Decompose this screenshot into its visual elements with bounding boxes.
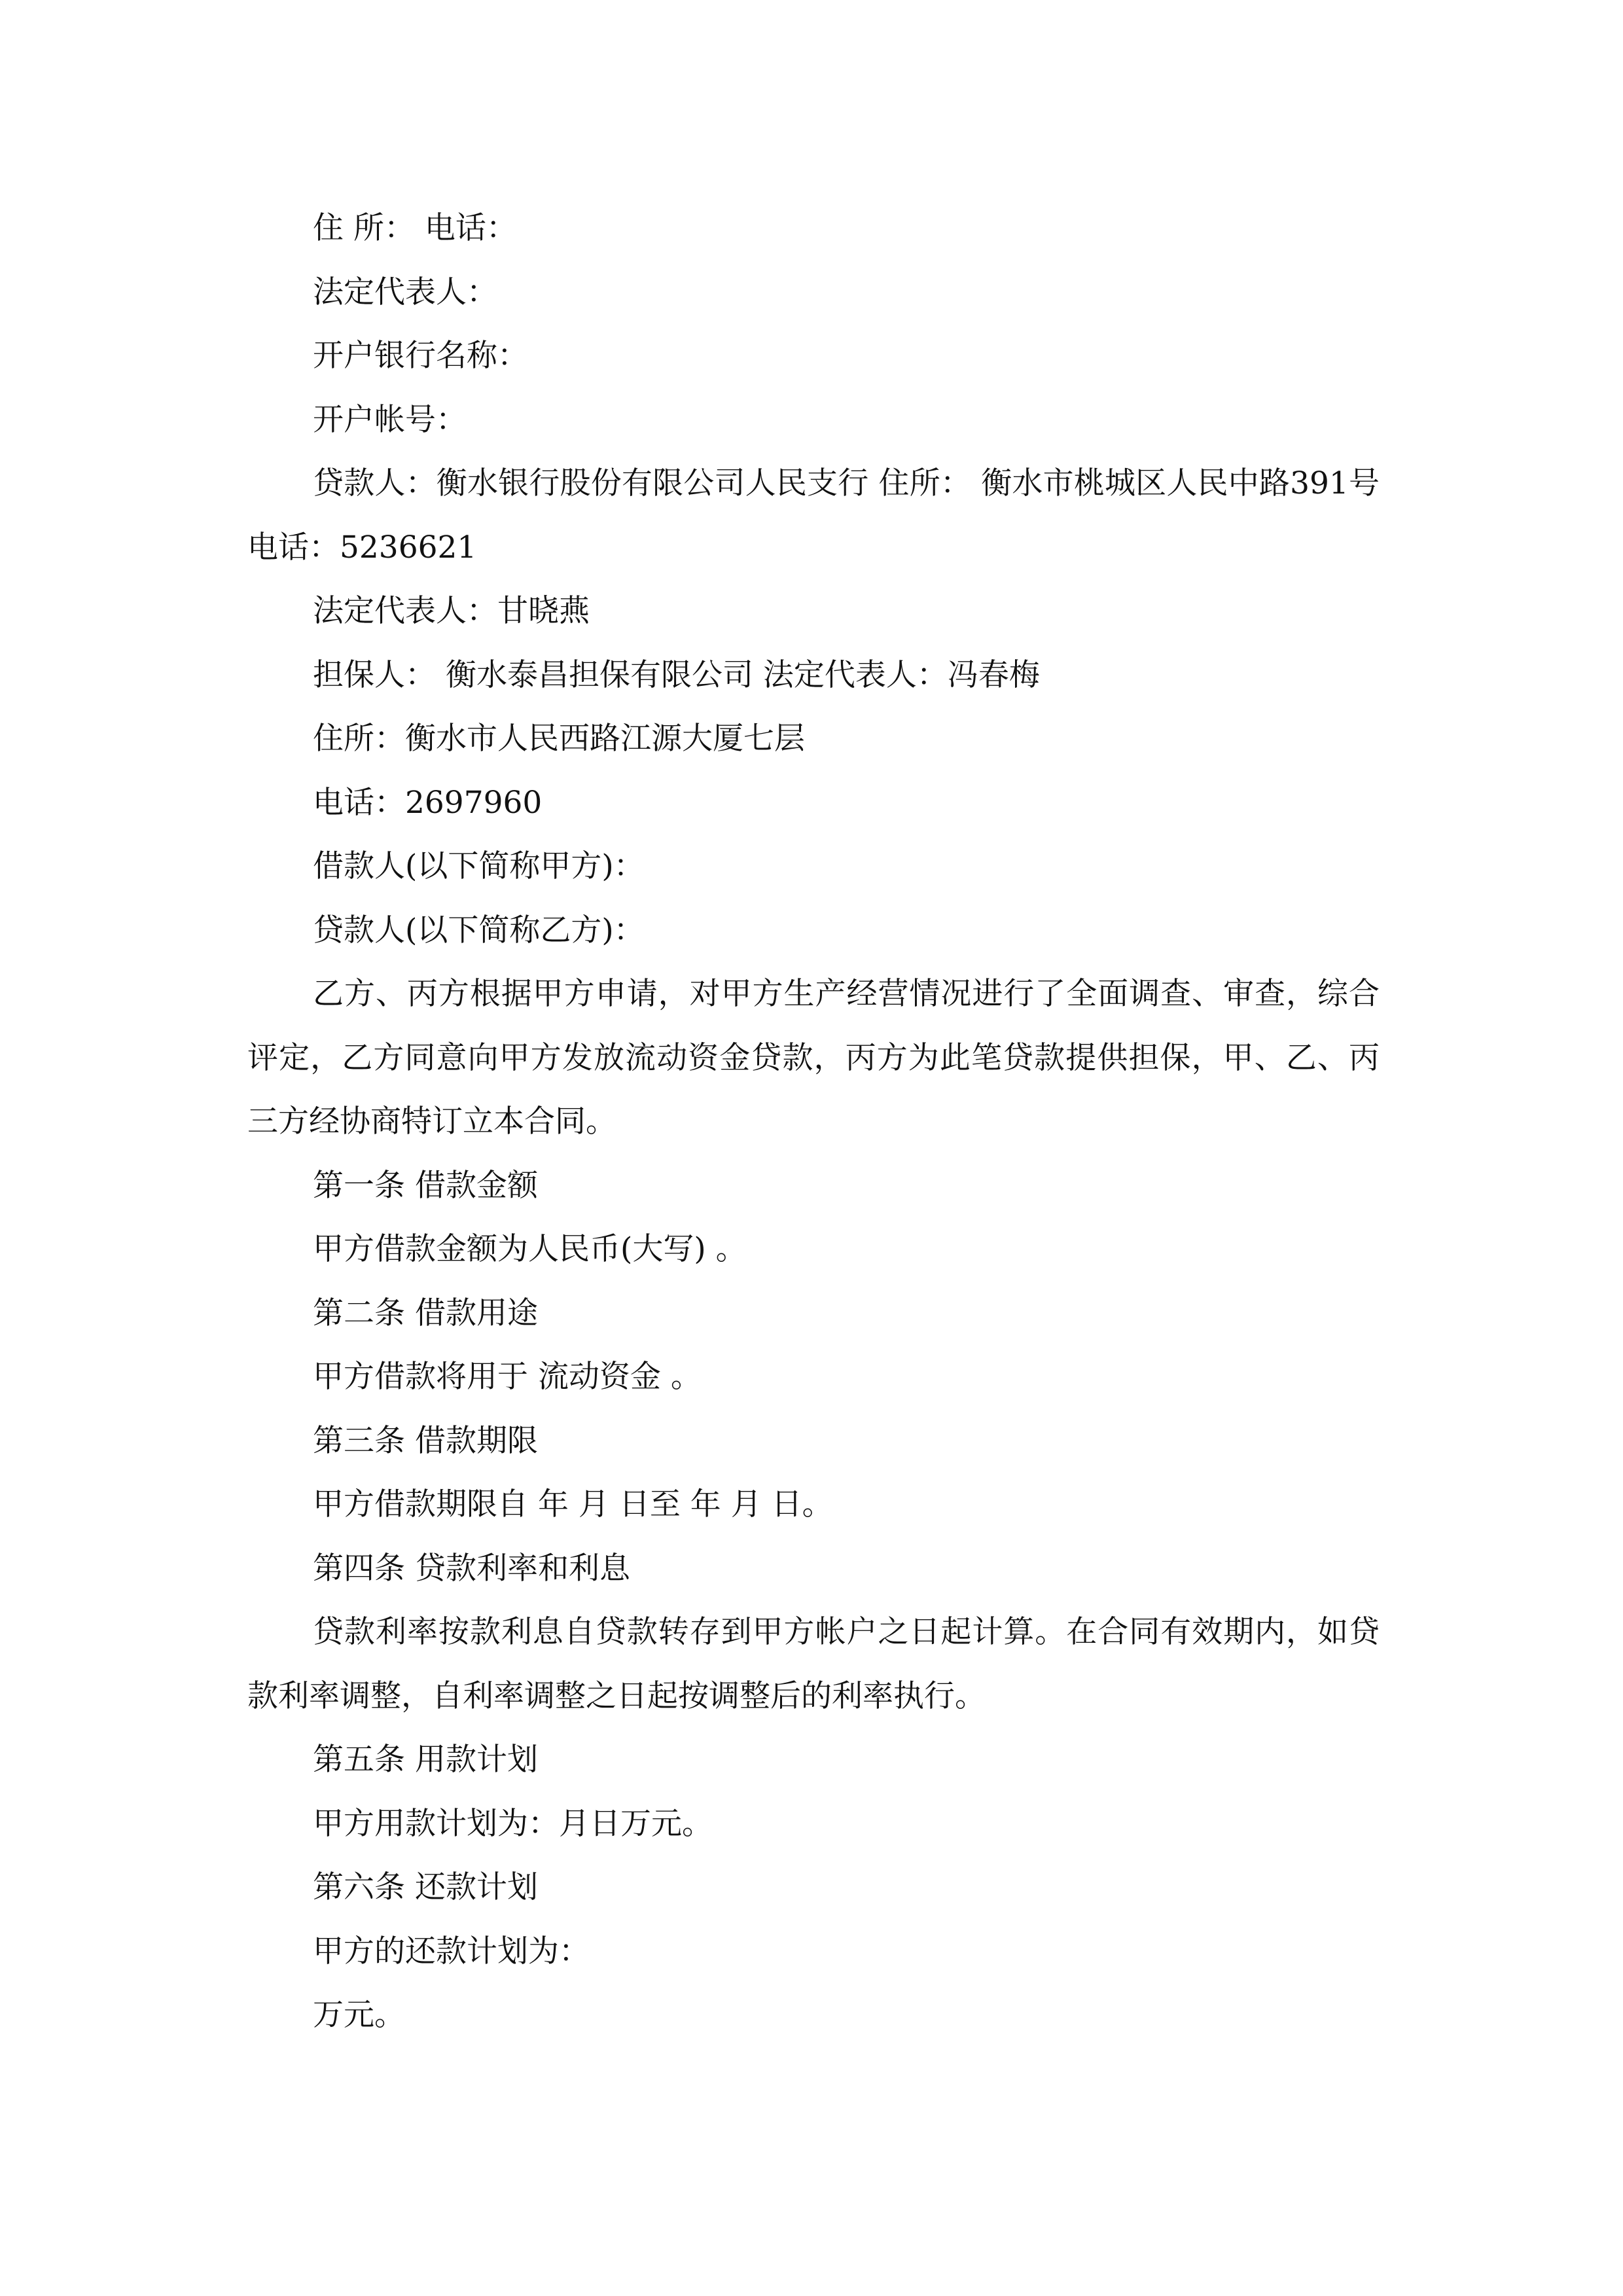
- preamble-paragraph: 乙方、丙方根据甲方申请，对甲方生产经营情况进行了全面调查、审查，综合评定，乙方同意向甲方发放流动资金贷款，丙方为此笔贷款提供担保，甲、乙、丙三方经协商特订立本合同。: [247, 976, 1380, 1139]
- guarantor-line: 担保人： 衡水泰昌担保有限公司 法定代表人：冯春梅: [313, 656, 1040, 693]
- article-6-heading: 第六条 还款计划: [313, 1869, 538, 1905]
- article-3-heading: 第三条 借款期限: [313, 1422, 538, 1459]
- address-phone-line: 住 所： 电话：: [313, 210, 517, 246]
- guarantor-address-line: 住所：衡水市人民西路江源大厦七层: [313, 721, 805, 757]
- article-6-amount: 万元。: [313, 1997, 405, 2033]
- article-4-body: 贷款利率按款利息自贷款转存到甲方帐户之日起计算。在合同有效期内，如贷款利率调整，自利率调整之日起按调整后的利率执行。: [247, 1614, 1380, 1714]
- article-3-body: 甲方借款期限自 年 月 日至 年 月 日。: [313, 1486, 833, 1522]
- article-1-heading: 第一条 借款金额: [313, 1167, 538, 1204]
- legal-rep-line: 法定代表人：: [313, 274, 497, 310]
- article-5-body: 甲方用款计划为：月日万元。: [313, 1805, 713, 1842]
- document-body: [247, 196, 1380, 2047]
- guarantor-phone-line: 电话：2697960: [313, 784, 543, 821]
- article-6-body: 甲方的还款计划为：: [313, 1933, 590, 1969]
- article-2-heading: 第二条 借款用途: [313, 1295, 538, 1331]
- article-4-heading: 第四条 贷款利率和利息: [313, 1550, 630, 1587]
- lender-info-paragraph: 贷款人：衡水银行股份有限公司人民支行 住所： 衡水市桃城区人民中路391号 电话：5236621: [247, 465, 1380, 565]
- account-number-line: 开户帐号：: [313, 401, 467, 438]
- article-2-body: 甲方借款将用于 流动资金 。: [313, 1359, 702, 1395]
- bank-name-line: 开户银行名称：: [313, 338, 528, 374]
- borrower-party-line: 借款人(以下简称甲方)：: [313, 848, 645, 884]
- lender-legal-rep-line: 法定代表人：甘晓燕: [313, 593, 590, 629]
- article-5-heading: 第五条 用款计划: [313, 1742, 538, 1778]
- lender-party-line: 贷款人(以下简称乙方)：: [313, 912, 645, 948]
- article-1-body: 甲方借款金额为人民币(大写) 。: [313, 1231, 747, 1267]
